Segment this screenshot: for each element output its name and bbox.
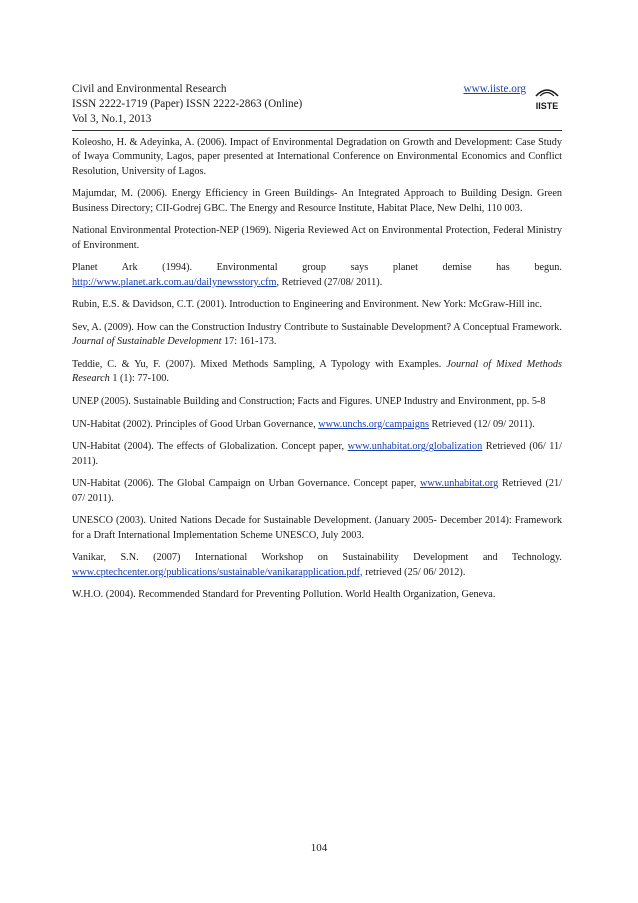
page-header xyxy=(72,82,562,126)
reference-text: UN-Habitat (2002). Principles of Good Urban Governance, xyxy=(72,418,319,430)
reference-suffix: Retrieved (12/ 09/ 2011). xyxy=(428,418,535,430)
reference-text: Koleosho, H. & Adeyinka, A. (2006). Impact of Environmental Degradation on Growth and Development: Case Study of Iwaya Community, Lagos, paper presented at International Conference on Environmental Economics and Conflict Resolution, University of Lagos. xyxy=(72,137,562,177)
reference-item xyxy=(72,358,562,387)
reference-text: UN-Habitat (2006). The Global Campaign on Urban Governance. Concept paper, xyxy=(72,478,420,490)
reference-item xyxy=(72,321,562,350)
reference-item xyxy=(72,551,562,580)
header-divider xyxy=(72,130,562,131)
page-number: 104 xyxy=(310,842,328,854)
reference-item xyxy=(72,298,562,312)
reference-item xyxy=(72,136,562,179)
journal-volume: Vol 3, No.1, 2013 xyxy=(72,113,152,126)
reference-text: Majumdar, M. (2006). Energy Efficiency in Green Buildings- An Integrated Approach to Building Design. Green Business Directory; CII-Godrej GBC. The Energy and Resource Institute, Habitat Place, New Delhi, 110 003. xyxy=(72,188,562,214)
reference-link[interactable]: http://www.planet.ark.com.au/dailynewsstory.cfm xyxy=(72,276,277,288)
reference-text: Rubin, E.S. & Davidson, C.T. (2001). Introduction to Engineering and Environment. New York: McGraw-Hill inc. xyxy=(72,299,543,311)
reference-text: UNEP (2005). Sustainable Building and Construction; Facts and Figures. UNEP Industry and Environment, pp. 5-8 xyxy=(72,396,546,407)
reference-text: Sev, A. (2009). How can the Construction Industry Contribute to Sustainable Development? A Conceptual Framework. xyxy=(72,322,562,333)
reference-suffix: retrieved (25/ 06/ 2012). xyxy=(362,566,466,578)
journal-url-link[interactable]: www.iiste.org xyxy=(463,83,526,95)
journal-issn: ISSN 2222-1719 (Paper) ISSN 2222-2863 (Online) xyxy=(72,98,303,111)
reference-item xyxy=(72,224,562,253)
reference-item xyxy=(72,418,562,432)
reference-text: National Environmental Protection-NEP (1969). Nigeria Reviewed Act on Environmental Protection, Federal Ministry of Environment. xyxy=(72,225,562,251)
reference-item xyxy=(72,588,562,602)
reference-link[interactable]: www.unhabitat.org xyxy=(419,478,499,490)
journal-info xyxy=(72,82,302,128)
reference-text: Vanikar, S.N. (2007) International Workshop on Sustainability Development and Technology. xyxy=(72,552,562,564)
reference-item xyxy=(72,261,562,290)
reference-text: W.H.O. (2004). Recommended Standard for Preventing Pollution. World Health Organization, Geneva. xyxy=(72,589,496,601)
reference-journal: Journal of Sustainable Development xyxy=(72,336,222,348)
reference-item xyxy=(72,187,562,216)
reference-suffix: , Retrieved (27/08/ 2011). xyxy=(276,276,383,288)
reference-item xyxy=(72,514,562,543)
reference-item xyxy=(72,477,562,506)
reference-item xyxy=(72,440,562,469)
reference-link[interactable]: www.cptechcenter.org/publications/sustainable/vanikarapplication.pdf, xyxy=(72,566,363,578)
reference-text: UN-Habitat (2004). The effects of Globalization. Concept paper, xyxy=(72,441,348,453)
reference-suffix: 1 (1): 77-100. xyxy=(109,373,169,385)
reference-suffix: Retrieved (21/ 07/ 2011). xyxy=(72,478,562,504)
reference-list xyxy=(72,136,562,611)
reference-text: UNESCO (2003). United Nations Decade for Sustainable Development. (January 2005- December 2014): Framework for a Draft International Implementation Scheme UNESCO, July 2003. xyxy=(72,515,562,541)
reference-text: Planet Ark (1994). Environmental group says planet demise has begun. xyxy=(72,262,562,274)
journal-title: Civil and Environmental Research xyxy=(72,83,227,95)
reference-suffix: 17: 161-173. xyxy=(221,336,277,348)
reference-journal: Journal of Mixed Methods Research xyxy=(72,359,562,385)
reference-suffix: Retrieved (06/ 11/ 2011). xyxy=(72,441,562,467)
reference-text: Teddie, C. & Yu, F. (2007). Mixed Methods Sampling, A Typology with Examples. xyxy=(72,359,447,370)
logo-text: IISTE xyxy=(535,101,559,111)
iiste-logo xyxy=(532,85,562,112)
reference-link[interactable]: www.unhabitat.org/globalization xyxy=(347,441,483,453)
reference-item xyxy=(72,395,562,409)
reference-link[interactable]: www.unchs.org/campaigns xyxy=(318,418,429,430)
